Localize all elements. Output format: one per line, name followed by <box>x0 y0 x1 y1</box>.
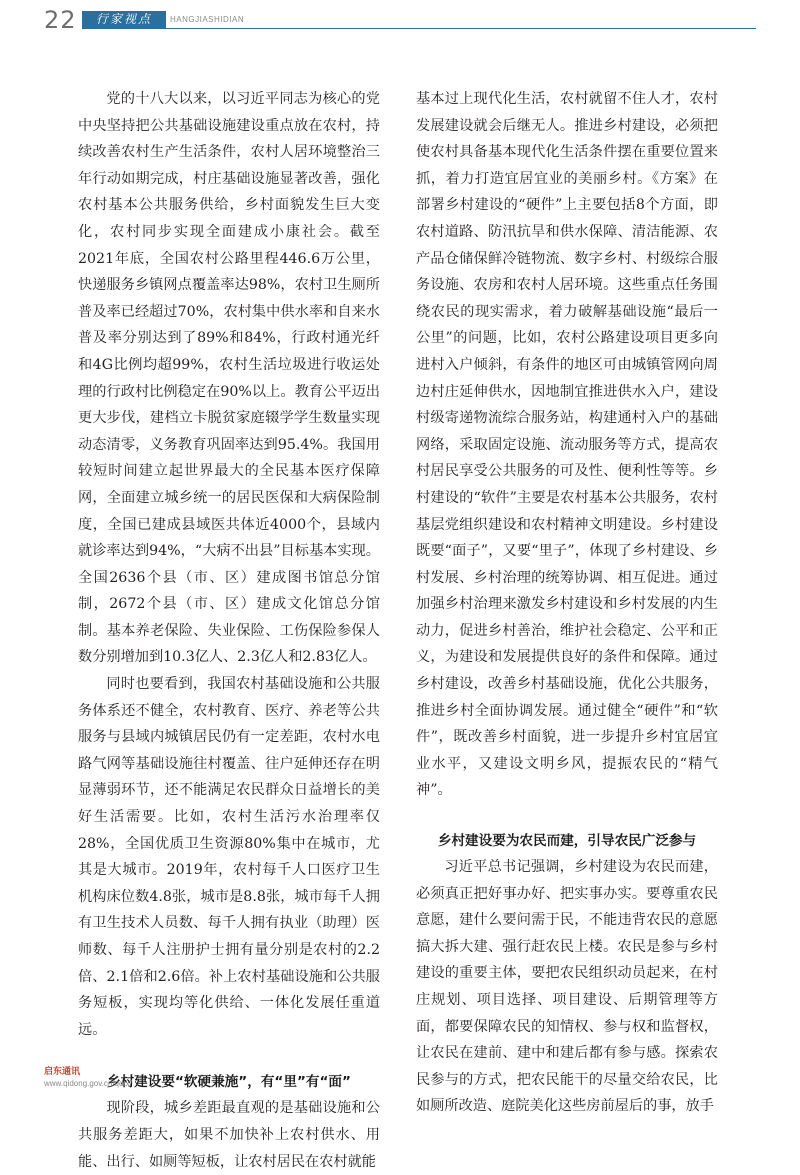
footer-brand: 启东通讯 <box>44 1067 81 1077</box>
header-divider <box>82 28 756 29</box>
section-pinyin: HANGJIASHIDIAN <box>170 15 245 24</box>
left-section-heading: 乡村建设要“软硬兼施”，有“里”有“面” <box>107 1074 351 1091</box>
page-header <box>0 0 800 40</box>
footer-url: www.qidong.gov.cn/qdtx/ <box>44 1079 132 1088</box>
section-tag: 行家视点 <box>82 11 166 28</box>
right-section-heading: 乡村建设要为农民而建，引导农民广泛参与 <box>437 833 697 850</box>
left-column <box>78 86 380 1175</box>
right-paragraph-2: 习近平总书记强调，乡村建设为农民而建，必须真正把好事办好、把实事办实。要尊重农民意愿，建什么要问需于民，不能违背农民的意愿搞大拆大建、强行赶农民上楼。农民是参与乡村建设的重要主体，要把农民组织动员起来，在村庄规划、项目选择、项目建设、后期管理等方面，都要保障农民的知情权、参与权和监督权，让农民在建前、建中和建后都有参与感。探索农民参与的方式，把农民能干的尽量交给农民，比如厕所改造、庭院美化这些房前屋后的事，放手 <box>416 859 718 1115</box>
left-paragraph-2: 同时也要看到，我国农村基础设施和公共服务体系还不健全，农村教育、医疗、养老等公共服务与县域内城镇居民仍有一定差距，农村水电路气网等基础设施往村覆盖、往户延伸还存在明显薄弱环节，还不能满足农民群众日益增长的美好生活需要。比如，农村生活污水治理率仅28%，全国优质卫生资源80%集中在城市，尤其是大城市。2019年，农村每千人口医疗卫生机构床位数4.8张，城市是8.8张，城市每千人拥有卫生技术人员数、每千人拥有执业（助理）医师数、每千人注册护士拥有量分别是农村的2.2倍、2.1倍和2.6倍。补上农村基础设施和公共服务短板，实现均等化供给、一体化发展任重道远。 <box>78 676 380 1038</box>
left-paragraph-1: 党的十八大以来，以习近平同志为核心的党中央坚持把公共基础设施建设重点放在农村，持续改善农村生产生活条件，农村人居环境整治三年行动如期完成，村庄基础设施显著改善，强化农村基本公共服务供给，乡村面貌发生巨大变化，农村同步实现全面建成小康社会。截至2021年底，全国农村公路里程446.6万公里，快递服务乡镇网点覆盖率达98%，农村卫生厕所普及率已经超过70%，农村集中供水率和自来水普及率分别达到了89%和84%，行政村通光纤和4G比例均超99%，农村生活垃圾进行收运处理的行政村比例稳定在90%以上。教育公平迈出更大步伐，建档立卡脱贫家庭辍学学生数量实现动态清零，义务教育巩固率达到95.4%。我国用较短时间建立起世界最大的全民基本医疗保障网，全面建立城乡统一的居民医保和大病保险制度，全国已建成县域医共体近4000个，县域内就诊率达到94%，“大病不出县”目标基本实现。全国2636个县（市、区）建成图书馆总分馆制，2672个县（市、区）建成文化馆总分馆制。基本养老保险、失业保险、工伤保险参保人数分别增加到10.3亿人、2.3亿人和2.83亿人。 <box>78 91 380 666</box>
right-paragraph-1: 基本过上现代化生活，农村就留不住人才，农村发展建设就会后继无人。推进乡村建设，必须把使农村具备基本现代化生活条件摆在重要位置来抓，着力打造宜居宜业的美丽乡村。《方案》在部署乡村建设的“硬件”上主要包括8个方面，即农村道路、防汛抗旱和供水保障、清洁能源、农产品仓储保鲜冷链物流、数字乡村、村级综合服务设施、农房和农村人居环境。这些重点任务围绕农民的现实需求，着力破解基础设施“最后一公里”的问题，比如，农村公路建设项目更多向进村入户倾斜，有条件的地区可由城镇管网向周边村庄延伸供水，因地制宜推进供水入户，建设村级寄递物流综合服务站，构建通村入户的基础网络，采取固定设施、流动服务等方式，提高农村居民享受公共服务的可及性、便利性等等。乡村建设的“软件”主要是农村基本公共服务，农村基层党组织建设和农村精神文明建设。乡村建设既要“面子”，又要“里子”，体现了乡村建设、乡村发展、乡村治理的统筹协调、相互促进。通过加强乡村治理来激发乡村建设和乡村发展的内生动力，促进乡村善治，维护社会稳定、公平和正义，为建设和发展提供良好的条件和保障。通过乡村建设，改善乡村基础设施，优化公共服务，推进乡村全面协调发展。通过健全“硬件”和“软件”，既改善乡村面貌，进一步提升乡村宜居宜业水平，又建设文明乡风，提振农民的“精气神”。 <box>416 91 718 799</box>
page-footer <box>44 1064 132 1088</box>
right-column <box>416 86 718 1120</box>
left-paragraph-3: 现阶段，城乡差距最直观的是基础设施和公共服务差距大，如果不加快补上农村供水、用能、出行、如厕等短板，让农村居民在农村就能 <box>78 1100 380 1170</box>
page-number: 22 <box>44 6 77 34</box>
